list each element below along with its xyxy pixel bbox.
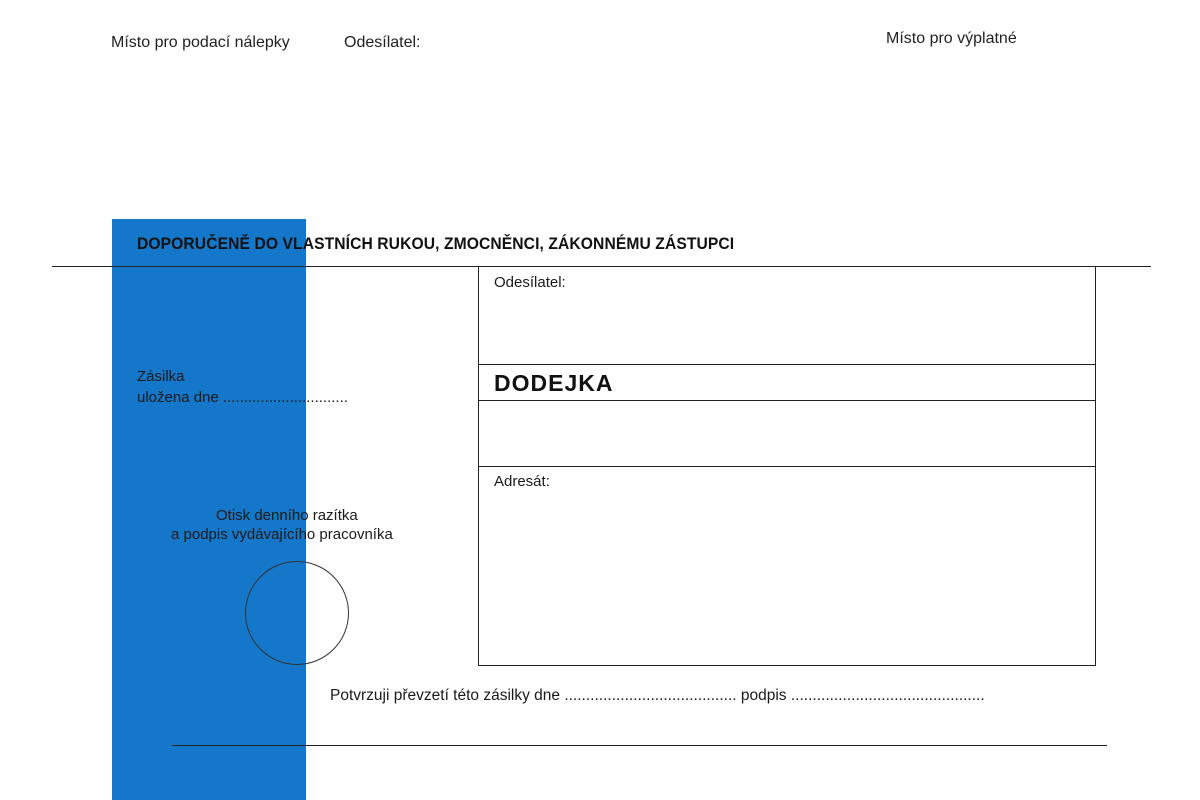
bottom-divider [172, 745, 1107, 746]
box-divider-3 [478, 466, 1096, 467]
deposit-label: Zásilka [137, 368, 185, 385]
stamp-circle [245, 561, 349, 665]
recipient-label: Adresát: [494, 473, 550, 490]
box-sender-label: Odesílatel: [494, 274, 566, 291]
box-divider-2 [478, 400, 1096, 401]
sender-top-label: Odesílatel: [344, 34, 421, 51]
postage-place-label: Místo pro výplatné [886, 30, 1017, 47]
deposit-date-line: uložena dne .............................. [137, 389, 348, 406]
sticker-place-label: Místo pro podací nálepky [111, 34, 290, 51]
document-title: DODEJKA [494, 370, 614, 396]
box-divider-1 [478, 364, 1096, 365]
delivery-type-headline: DOPORUČENĚ DO VLASTNÍCH RUKOU, ZMOCNĚNCI, ZÁKONNÉMU ZÁSTUPCI [137, 234, 735, 253]
stamp-caption-line1: Otisk denního razítka [216, 507, 358, 524]
stamp-caption-line2: a podpis vydávajícího pracovníka [171, 526, 393, 543]
receipt-confirmation-line: Potvrzuji převzetí této zásilky dne ........................................ podpis ............................................. [330, 687, 985, 704]
